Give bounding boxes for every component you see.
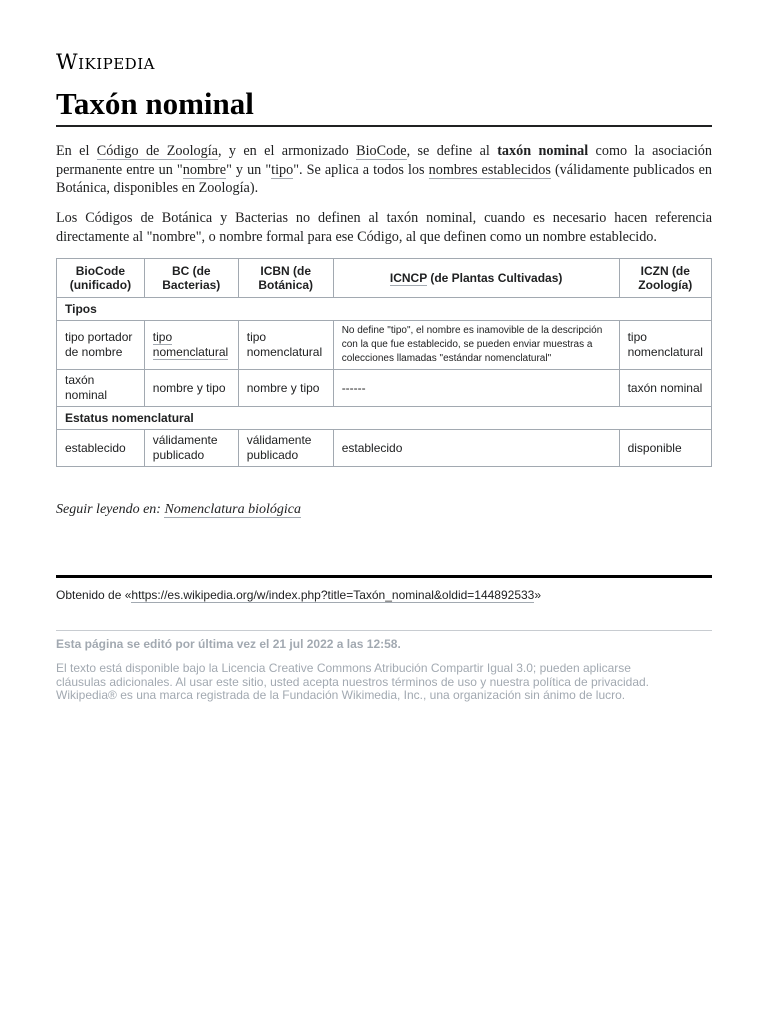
intro-text: , se define al	[406, 143, 498, 159]
footer-thin-divider	[56, 630, 712, 631]
table-cell: nombre y tipo	[144, 370, 238, 407]
intro-text: " y un "	[226, 161, 272, 178]
table-cell: tipo portador de nombre	[57, 321, 145, 370]
link-nombre[interactable]: nombre	[182, 161, 227, 178]
obtained-suffix: »	[534, 588, 542, 602]
table-cell: nombre y tipo	[238, 370, 333, 407]
table-cell: disponible	[619, 430, 711, 467]
obtained-prefix: Obtenido de «	[56, 588, 132, 602]
license-text	[56, 662, 712, 703]
obtained-from	[56, 588, 541, 602]
see-also	[56, 502, 301, 518]
page-title: Taxón nominal	[56, 86, 254, 121]
table-cell: válidamente publicado	[238, 430, 333, 467]
section-label: Tipos	[57, 298, 712, 321]
bold-term: taxón nominal	[497, 143, 589, 159]
header-icbn: ICBN (de Botánica)	[238, 259, 333, 298]
header-biocode: BioCode (unificado)	[57, 259, 145, 298]
link-nomenclatura-biologica[interactable]: Nomenclatura biológica	[164, 502, 301, 517]
license-line: Wikipedia® es una marca registrada de la Fundación Wikimedia, Inc., una organización sin ánimo de lucro.	[56, 688, 626, 702]
header-icncp-text: (de Plantas Cultivadas)	[427, 271, 563, 285]
link-biocode[interactable]: BioCode	[356, 143, 407, 159]
second-paragraph: Los Códigos de Botánica y Bacterias no definen al taxón nominal, cuando es necesario hacen referencia directamente al "nombre", o nombre formal para ese Código, al que definen como un nombre establecido.	[56, 210, 712, 245]
comparison-table	[56, 258, 712, 467]
section-label: Estatus nomenclatural	[57, 407, 712, 430]
table-cell: ------	[333, 370, 619, 407]
link-icncp[interactable]: ICNCP	[389, 271, 427, 285]
table-cell: tipo nomenclatural	[619, 321, 711, 370]
table-header-row	[57, 259, 712, 298]
table-cell: taxón nominal	[619, 370, 711, 407]
license-line: cláusulas adicionales. Al usar este sitio, usted acepta nuestros términos de uso y nuestra política de privacidad.	[56, 674, 649, 689]
table-row	[57, 370, 712, 407]
intro-paragraph	[56, 142, 712, 198]
see-also-prefix: Seguir leyendo en:	[56, 502, 165, 517]
header-bc: BC (de Bacterias)	[144, 259, 238, 298]
table-row	[57, 321, 712, 370]
permanent-link[interactable]: https://es.wikipedia.org/w/index.php?title=Taxón_nominal&oldid=144892533	[131, 588, 535, 602]
wikipedia-logo[interactable]: Wikipedia	[56, 50, 155, 74]
intro-text: En el	[56, 143, 97, 159]
intro-text: como la asociación permanente entre un "	[56, 143, 712, 178]
table-row	[57, 430, 712, 467]
table-cell: establecido	[57, 430, 145, 467]
link-nombres-establecidos[interactable]: nombres establecidos	[428, 161, 551, 178]
intro-text: ". Se aplica a todos los	[293, 161, 429, 178]
link-codigo-zoologia[interactable]: Código de Zoología	[96, 143, 218, 159]
table-cell: tipo nomenclatural	[238, 321, 333, 370]
footer-divider	[56, 575, 712, 578]
link-tipo[interactable]: tipo	[271, 161, 294, 178]
table-cell: establecido	[333, 430, 619, 467]
section-row-tipos	[57, 298, 712, 321]
table-cell: taxón nominal	[57, 370, 145, 407]
header-iczn: ICZN (de Zoología)	[619, 259, 711, 298]
header-icncp	[333, 259, 619, 298]
table-cell	[144, 321, 238, 370]
last-edited: Esta página se editó por última vez el 21 jul 2022 a las 12:58.	[56, 637, 401, 651]
license-line: El texto está disponible bajo la Licencia Creative Commons Atribución Compartir Igual 3.0; pueden aplicarse	[56, 661, 631, 675]
intro-text: (válidamente publicados en Botánica, disponibles en Zoología).	[56, 161, 713, 197]
link-tipo-nomenclatural[interactable]: tipo nomenclatural	[152, 330, 229, 359]
title-divider	[56, 125, 712, 127]
table-cell: válidamente publicado	[144, 430, 238, 467]
section-row-estatus	[57, 407, 712, 430]
table-cell: No define "tipo", el nombre es inamovible de la descripción con la que fue establecido, se pueden enviar muestras a colecciones llamadas "estándar nomenclatural"	[333, 321, 619, 370]
intro-text: , y en el armonizado	[217, 143, 357, 159]
